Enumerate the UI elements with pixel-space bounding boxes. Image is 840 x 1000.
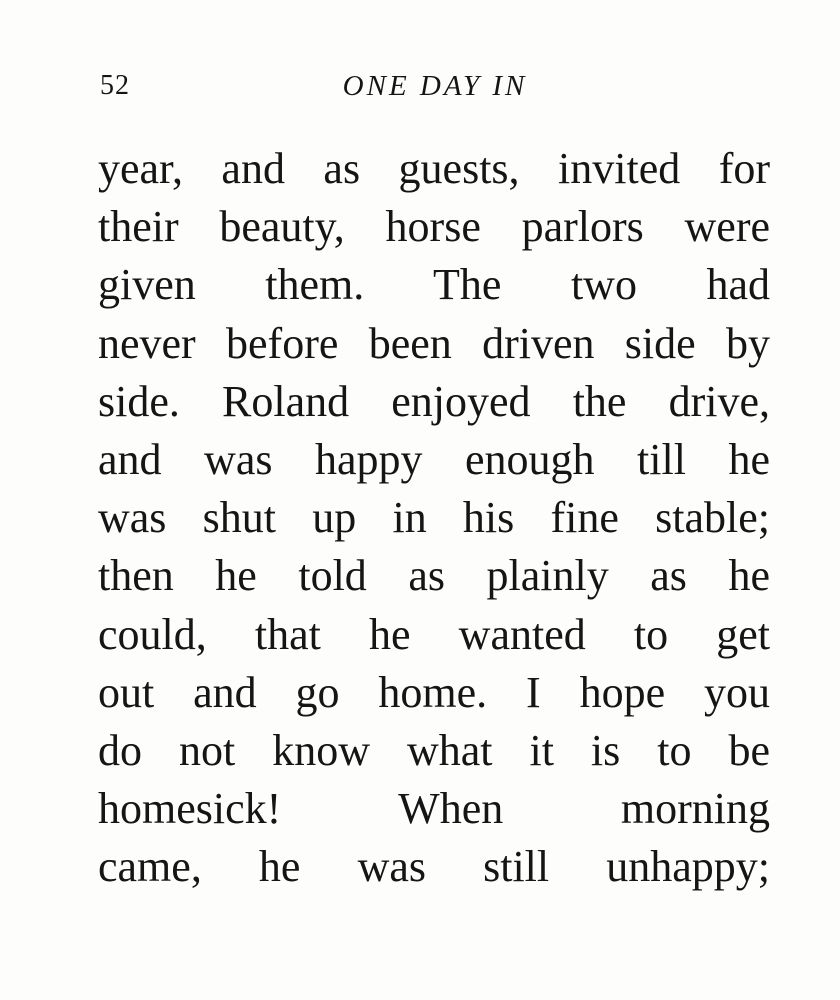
text-line: do not know what it is to be (98, 725, 770, 775)
text-line: year, and as guests, invited for (98, 144, 770, 193)
body-text (98, 140, 770, 896)
text-line: came, he was still unhappy; (98, 842, 770, 892)
page-number: 52 (100, 70, 130, 101)
running-title: ONE DAY IN (342, 70, 528, 102)
text-line: given them. The two had (98, 260, 770, 310)
text-line: could, that he wanted to get (98, 609, 770, 659)
running-head (100, 70, 770, 110)
text-line: then he told as plainly as he (98, 551, 770, 601)
text-line: side. Roland enjoyed the drive, (98, 376, 770, 426)
text-line: out and go home. I hope you (98, 667, 770, 717)
text-line: was shut up in his fine stable; (98, 493, 770, 543)
text-line: never before been driven side by (98, 318, 770, 368)
text-line: homesick! When morning (98, 784, 770, 834)
text-line: their beauty, horse parlors were (98, 202, 770, 252)
text-line: and was happy enough till he (98, 434, 770, 484)
